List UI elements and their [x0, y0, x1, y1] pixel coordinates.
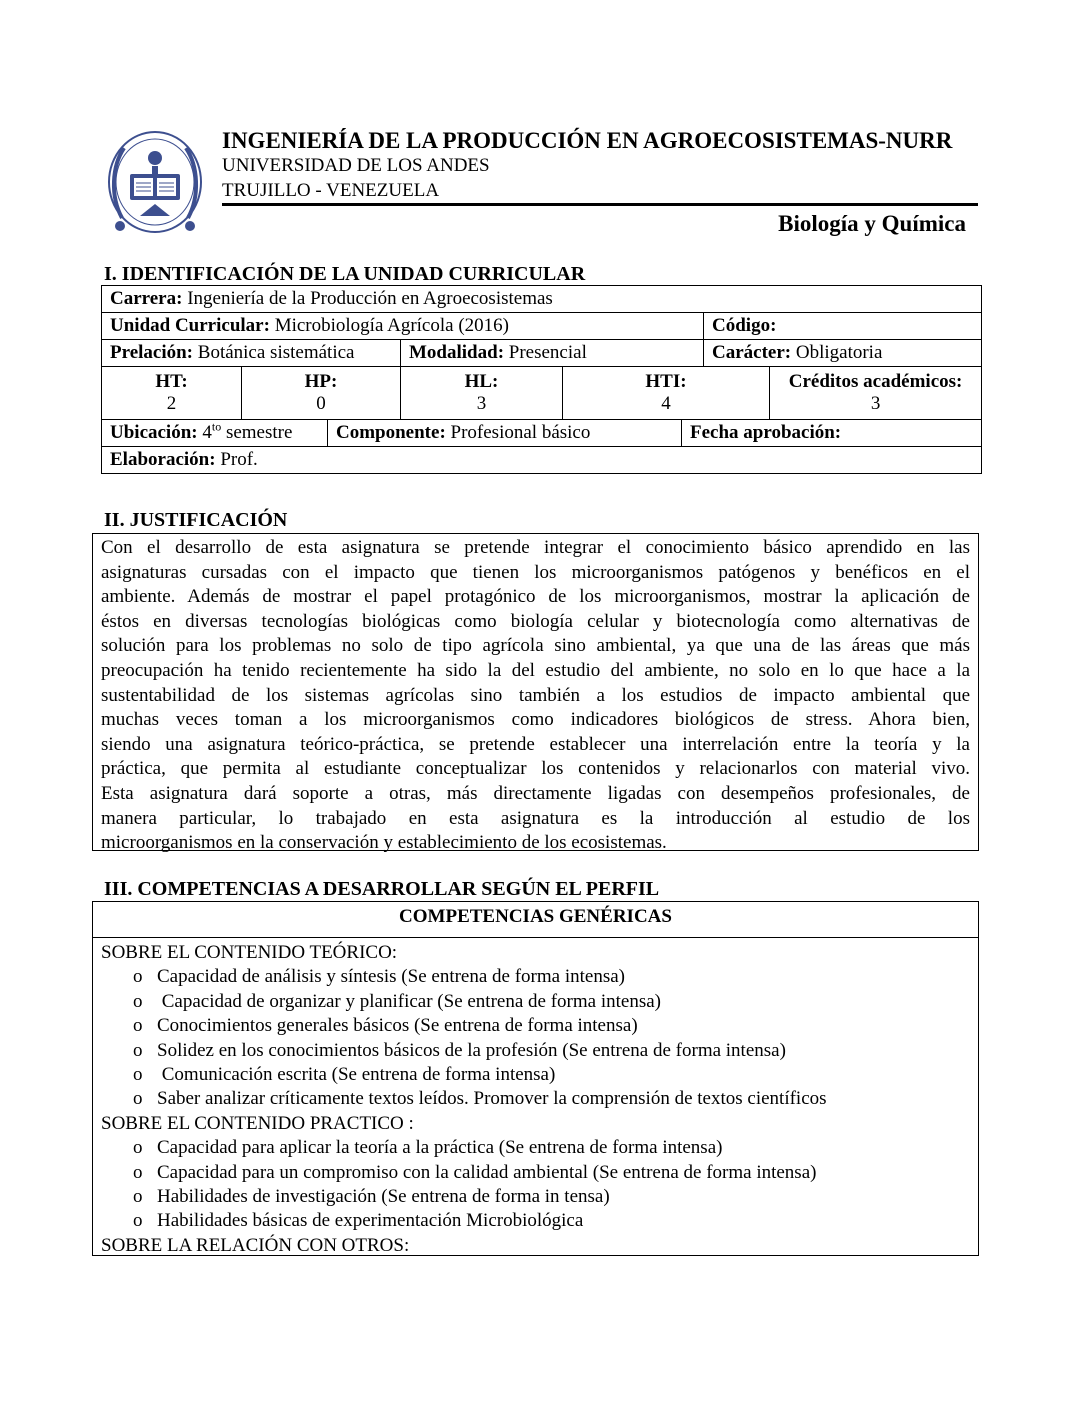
list-item: o Capacidad para un compromiso con la calidad ambiental (Se entrena de forma intensa)	[101, 1161, 978, 1185]
justification-line: éstos en diversas tecnologías biológicas como biología celular y biotecnología como alternativas de	[101, 610, 970, 632]
location: TRUJILLO - VENEZUELA	[222, 180, 440, 201]
section-heading-competencias: III. COMPETENCIAS A DESARROLLAR SEGÚN EL PERFIL	[104, 878, 660, 900]
creditos-cell: Créditos académicos: 3	[770, 367, 982, 420]
competencias-body	[93, 938, 978, 1258]
ubicacion-cell: Ubicación: $4^{to}$ semestre	[102, 420, 328, 447]
justification-line: sustentabilidad de los sistemas agrícolas sino también a los estudios de impacto ambiental que	[101, 684, 970, 706]
list-item: o Conocimientos generales básicos (Se entrena de forma intensa)	[101, 1014, 978, 1038]
competencias-table	[92, 901, 979, 1256]
justification-line: Esta asignatura dará soporte a otras, más directamente ligadas con desempeños profesionales, de	[101, 782, 970, 804]
university-name: UNIVERSIDAD DE LOS ANDES	[222, 155, 490, 176]
hp-cell: HP: 0	[242, 367, 401, 420]
university-seal-icon	[100, 126, 210, 238]
justification-line: manera particular, lo trabajado en esta asignatura es la introducción al estudio de los	[101, 807, 970, 829]
bullet-icon: o	[133, 1088, 143, 1110]
justification-line: ambiente. Además de mostrar el papel protagónico de los microorganismos, mostrar la aplicación de	[101, 586, 970, 608]
justification-line: solución para los problemas no solo de tipo agrícola sino ambiental, ya que una de las áreas que más	[101, 635, 970, 657]
codigo-cell: Código:	[704, 313, 982, 340]
bullet-icon: o	[133, 1064, 143, 1086]
bullet-icon: o	[133, 1210, 143, 1232]
bullet-icon: o	[133, 1161, 143, 1183]
competencias-table-header: COMPETENCIAS GENÉRICAS	[93, 902, 978, 938]
modalidad-cell: Modalidad: Presencial	[401, 340, 704, 367]
caracter-cell: Carácter: Obligatoria	[704, 340, 982, 367]
list-item: o Solidez en los conocimientos básicos de la profesión (Se entrena de forma intensa)	[101, 1039, 978, 1063]
justification-line: siendo una asignatura teórico-práctica, se pretende establecer una interrelación entre la teoría y la	[101, 733, 970, 755]
unidad-curricular-cell: Unidad Curricular: Microbiología Agrícola (2016)	[102, 313, 704, 340]
list-item: o Comunicación escrita (Se entrena de forma intensa)	[101, 1063, 978, 1087]
bullet-icon: o	[133, 1186, 143, 1208]
group-title-practico: SOBRE EL CONTENIDO PRACTICO :	[101, 1112, 414, 1134]
list-item: o Capacidad de análisis y síntesis (Se entrena de forma intensa)	[101, 965, 978, 989]
section-heading-identificacion: I. IDENTIFICACIÓN DE LA UNIDAD CURRICULAR	[104, 263, 586, 285]
list-item: o Habilidades básicas de experimentación Microbiológica	[101, 1209, 978, 1233]
bullet-icon: o	[133, 990, 143, 1012]
componente-cell: Componente: Profesional básico	[328, 420, 682, 447]
group-title-relacion: SOBRE LA RELACIÓN CON OTROS:	[101, 1234, 410, 1256]
prelacion-cell: Prelación: Botánica sistemática	[102, 340, 401, 367]
fecha-aprobacion-cell: Fecha aprobación:	[682, 420, 982, 447]
justification-line: muchas veces toman a los microorganismos como indicadores biológicos de stress. Ahora bien,	[101, 709, 970, 731]
list-item: o Habilidades de investigación (Se entrena de forma in tensa)	[101, 1185, 978, 1209]
justification-box	[92, 533, 979, 854]
department-name: Biología y Química	[778, 211, 966, 236]
justification-line: microorganismos en la conservación y establecimiento de los ecosistemas.	[101, 832, 667, 854]
group-title-teorico: SOBRE EL CONTENIDO TEÓRICO:	[101, 942, 398, 963]
hti-cell: HTI: 4	[563, 367, 770, 420]
hl-cell: HL: 3	[401, 367, 563, 420]
document-title: INGENIERÍA DE LA PRODUCCIÓN EN AGROECOSISTEMAS-NURR	[222, 128, 953, 153]
bullet-icon: o	[133, 1039, 143, 1061]
justification-line: preocupación ha tenido recientemente ha sido la del estudio del ambiente, no solo en lo que hace a la	[101, 659, 970, 681]
justification-line: Con el desarrollo de esta asignatura se pretende integrar el conocimiento básico aprendido en las	[101, 537, 970, 558]
list-item: o Capacidad para aplicar la teoría a la práctica (Se entrena de forma intensa)	[101, 1136, 978, 1160]
carrera-cell: Carrera: Ingeniería de la Producción en Agroecosistemas	[102, 286, 982, 313]
bullet-icon: o	[133, 966, 143, 988]
identification-table	[101, 285, 982, 474]
bullet-icon: o	[133, 1015, 143, 1037]
bullet-icon: o	[133, 1137, 143, 1159]
list-teorico	[101, 965, 978, 1111]
header-divider	[222, 203, 978, 206]
justification-line: asignaturas cursadas con el impacto que tienen los microorganismos patógenos y benéficos en el	[101, 561, 970, 583]
list-practico	[101, 1136, 978, 1234]
list-item: o Saber analizar críticamente textos leídos. Promover la comprensión de textos científicos	[101, 1087, 978, 1111]
section-heading-justificacion: II. JUSTIFICACIÓN	[104, 509, 288, 531]
ht-cell: HT: 2	[102, 367, 242, 420]
justification-line: práctica, que permita al estudiante conceptualizar los contenidos y relacionarlos con material vivo.	[101, 758, 970, 780]
elaboracion-cell: Elaboración: Prof.	[102, 447, 982, 474]
list-item: o Capacidad de organizar y planificar (Se entrena de forma intensa)	[101, 990, 978, 1014]
